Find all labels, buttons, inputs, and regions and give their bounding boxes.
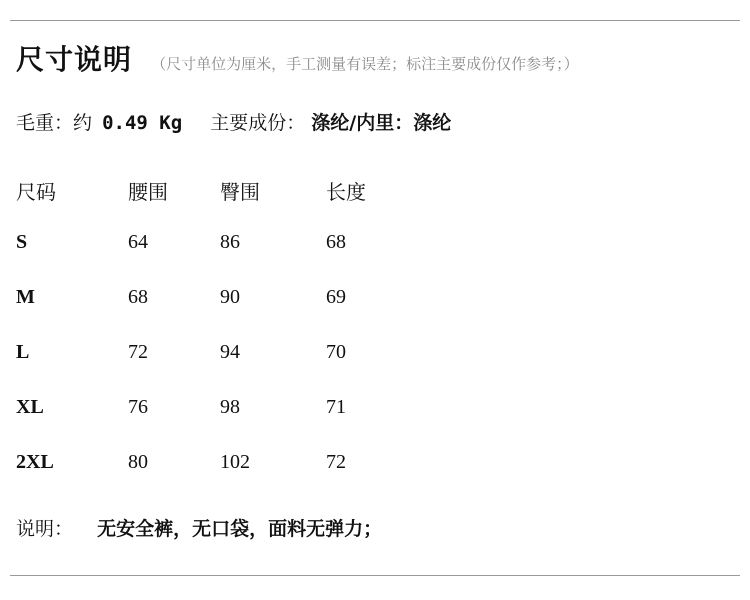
waist-value: 68 [128, 286, 148, 308]
weight-label: 毛重：约 [16, 112, 93, 134]
waist-value: 80 [128, 451, 148, 473]
size-label: M [16, 286, 35, 308]
size-label: 2XL [16, 451, 54, 473]
note-label: 说明： [16, 518, 74, 540]
hip-value: 98 [220, 396, 240, 418]
hip-value: 90 [220, 286, 240, 308]
length-value: 72 [326, 451, 346, 473]
title-row [16, 38, 579, 78]
waist-value: 64 [128, 231, 148, 253]
hip-value: 86 [220, 231, 240, 253]
waist-value: 72 [128, 341, 148, 363]
column-header-size: 尺码 [16, 180, 56, 204]
column-header-hip: 臀围 [220, 180, 260, 204]
top-divider [10, 20, 740, 21]
material-label: 主要成份： [210, 112, 306, 134]
length-value: 70 [326, 341, 346, 363]
bottom-divider [10, 575, 740, 576]
waist-value: 76 [128, 396, 148, 418]
note-row [16, 514, 382, 541]
weight-value: 0.49 Kg [102, 112, 183, 134]
length-value: 71 [326, 396, 346, 418]
hip-value: 102 [220, 451, 250, 473]
size-label: S [16, 231, 28, 253]
length-value: 68 [326, 231, 346, 253]
weight-material-row [16, 108, 451, 135]
note-value: 无安全裤，无口袋，面料无弹力； [97, 518, 383, 540]
column-header-length: 长度 [326, 180, 366, 204]
size-label: L [16, 341, 30, 363]
length-value: 69 [326, 286, 346, 308]
page-title: 尺寸说明 [16, 43, 133, 76]
material-value: 涤纶/内里：涤纶 [311, 112, 452, 134]
column-header-waist: 腰围 [128, 180, 168, 204]
page-subtitle: （尺寸单位为厘米，手工测量有误差；标注主要成份仅作参考；） [151, 55, 579, 73]
hip-value: 94 [220, 341, 240, 363]
size-label: XL [16, 396, 44, 418]
